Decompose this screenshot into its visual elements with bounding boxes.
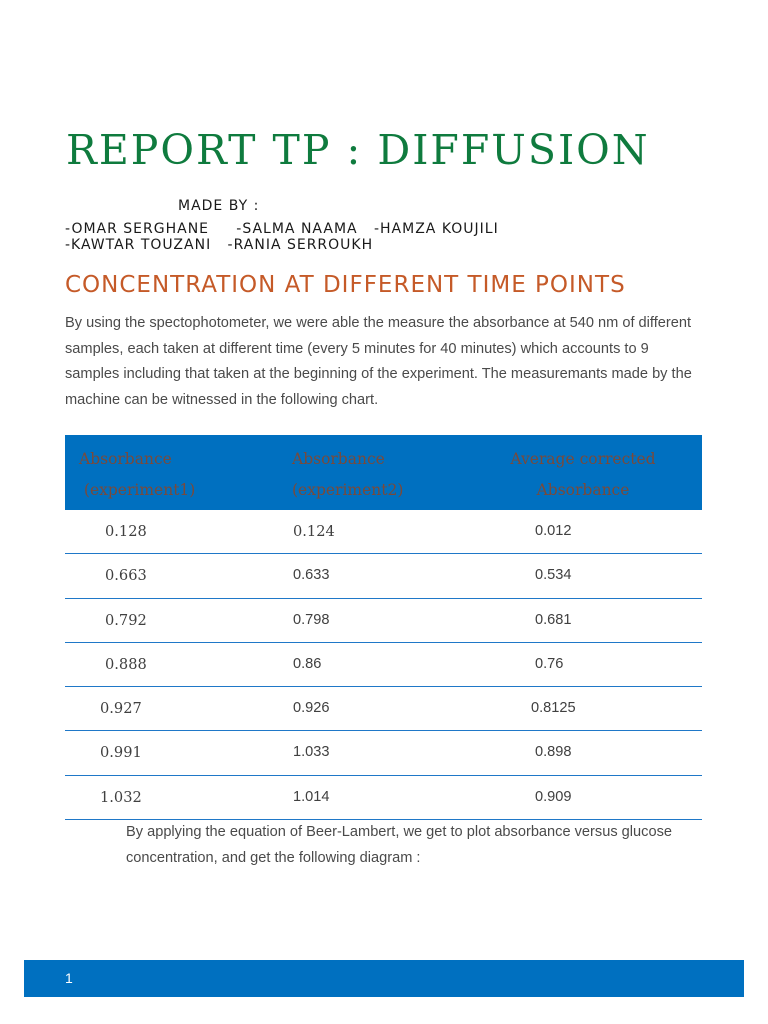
cell-exp1: 0.991: [100, 744, 142, 762]
table-row: [65, 554, 702, 598]
cell-average: 0.8125: [531, 700, 576, 717]
cell-exp1: 0.792: [105, 611, 147, 629]
header-line: Absorbance: [79, 450, 172, 468]
cell-exp2: 0.633: [293, 567, 330, 584]
header-line: (experiment1): [79, 481, 196, 499]
table-row: [65, 599, 702, 643]
report-title: REPORT TP : DIFFUSION: [66, 126, 650, 174]
header-line: Absorbance: [292, 450, 385, 468]
table-row: [65, 731, 702, 775]
authors-line-2: -KAWTAR TOUZANI -RANIA SERROUKH: [65, 237, 374, 253]
made-by-label: MADE BY :: [178, 198, 260, 214]
cell-average: 0.681: [535, 611, 572, 628]
authors-block: [65, 221, 499, 253]
absorbance-table: [65, 435, 702, 820]
section-heading: CONCENTRATION AT DIFFERENT TIME POINTS: [65, 272, 626, 298]
table-row: [65, 776, 702, 820]
cell-average: 0.909: [535, 788, 572, 805]
cell-exp1: 0.128: [105, 523, 147, 540]
cell-exp2: 1.033: [293, 744, 330, 761]
cell-average: 0.898: [535, 744, 572, 761]
header-average-corrected-absorbance: [483, 444, 683, 506]
header-absorbance-experiment1: [79, 444, 195, 506]
cell-exp2: 0.926: [293, 700, 330, 717]
header-line: Absorbance: [536, 481, 630, 499]
table-header: [65, 435, 702, 510]
header-absorbance-experiment2: [292, 444, 403, 506]
cell-exp1: 1.032: [100, 788, 142, 806]
cell-exp2: 0.798: [293, 611, 330, 628]
cell-exp2: 1.014: [293, 788, 330, 805]
table-row: [65, 643, 702, 687]
outro-paragraph: By applying the equation of Beer-Lambert, we get to plot absorbance versus glucose concentration, and get the following diagram :: [126, 824, 672, 866]
cell-average: 0.534: [535, 567, 572, 584]
cell-exp1: 0.663: [105, 567, 147, 585]
page-footer: [24, 960, 744, 997]
table-row: [65, 510, 702, 554]
intro-paragraph: By using the spectophotometer, we were able the measure the absorbance at 540 nm of different samples, each taken at different time (every 5 minutes for 40 minutes) which accounts to 9 samples including that taken at the beginning of the experiment. The measuremants made by the machine can be witnessed in the following chart.: [65, 315, 692, 408]
authors-line-1: -OMAR SERGHANE -SALMA NAAMA -HAMZA KOUJILI: [65, 221, 499, 237]
cell-exp1: 0.927: [100, 700, 142, 718]
page-number: 1: [65, 970, 73, 986]
header-line: (experiment2): [292, 481, 404, 499]
table-row: [65, 687, 702, 731]
cell-average: 0.76: [535, 655, 564, 672]
cell-exp2: 0.86: [293, 655, 322, 672]
cell-exp1: 0.888: [105, 655, 147, 673]
cell-average: 0.012: [535, 523, 572, 539]
cell-exp2: 0.124: [293, 523, 335, 540]
header-line: Average corrected: [510, 450, 656, 468]
